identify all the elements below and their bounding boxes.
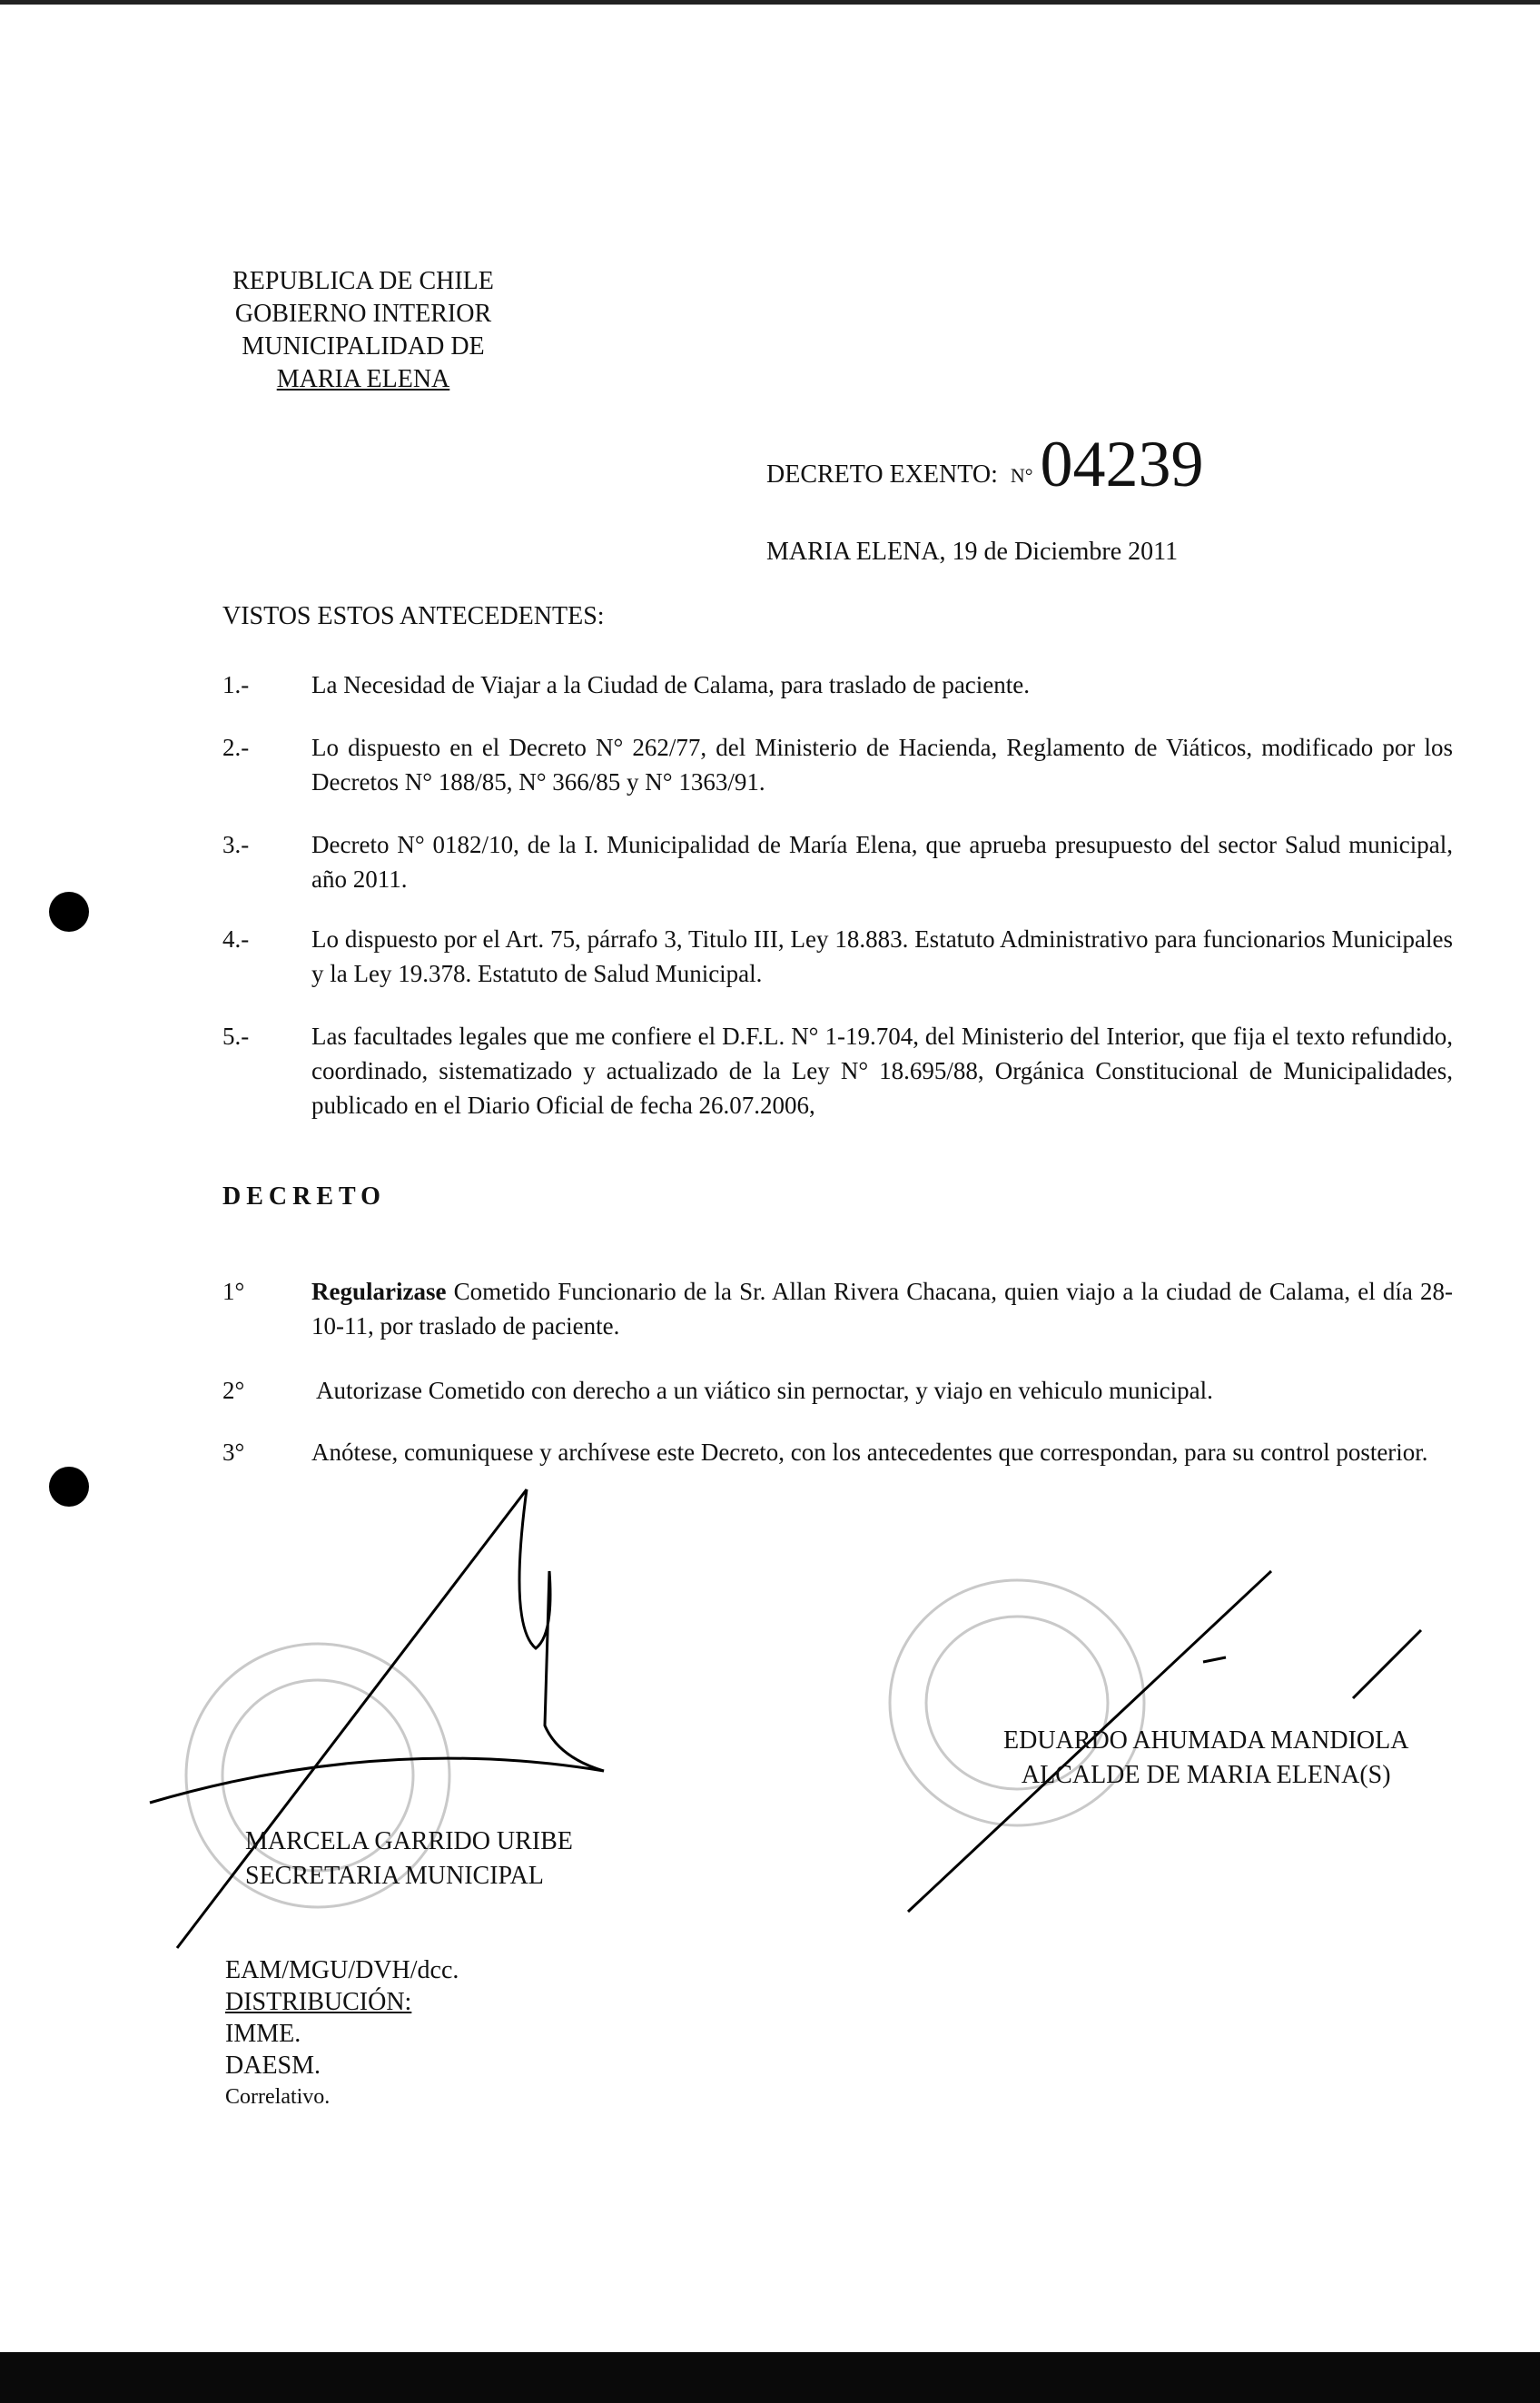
item-number: 5.- bbox=[222, 1023, 250, 1050]
decree-label: DECRETO EXENTO: bbox=[766, 460, 998, 489]
signer-name: EDUARDO AHUMADA MANDIOLA bbox=[1003, 1726, 1409, 1755]
item-number: 2° bbox=[222, 1377, 245, 1404]
signer-name: MARCELA GARRIDO URIBE bbox=[245, 1827, 573, 1855]
item-text: Las facultades legales que me confiere el D.F.L. N° 1-19.704, del Ministerio del Interior, que fija el texto refundido, coordinado, sistematizado y actualizado de la Ley N° 18.695/88, Orgánica Constitucional de Municipalidades, publicado en el Diario Oficial de fecha 26.07.2006, bbox=[311, 1023, 1453, 1119]
letterhead-line: REPUBLICA DE CHILE bbox=[232, 267, 494, 295]
letterhead-line: MUNICIPALIDAD DE bbox=[242, 332, 485, 361]
signature-block-left bbox=[245, 1824, 573, 1894]
signer-title: ALCALDE DE MARIA ELENA(S) bbox=[1021, 1761, 1391, 1789]
initials: EAM/MGU/DVH/dcc. bbox=[225, 1956, 459, 1984]
item-number: 3.- bbox=[222, 831, 250, 858]
item-number: 2.- bbox=[222, 734, 250, 761]
scan-bottom-edge bbox=[0, 2352, 1540, 2403]
signature-block-right bbox=[1003, 1724, 1408, 1793]
item-number: 3° bbox=[222, 1439, 245, 1466]
letterhead-line: GOBIERNO INTERIOR bbox=[234, 300, 492, 328]
decree-number-value: 04239 bbox=[1040, 428, 1204, 500]
recipient: DAESM. bbox=[225, 2052, 321, 2080]
item-text: Autorizase Cometido con derecho a un viático sin pernoctar, y viajo en vehiculo municipal. bbox=[316, 1377, 1213, 1404]
recipient: IMME. bbox=[225, 2020, 301, 2048]
distribution-footer bbox=[225, 1954, 459, 2113]
item-text: Cometido Funcionario de la Sr. Allan Rivera Chacana, quien viajo a la ciudad de Calama, el día 28-10-11, por traslado de paciente. bbox=[311, 1278, 1453, 1340]
item-text: Lo dispuesto por el Art. 75, párrafo 3, Titulo III, Ley 18.883. Estatuto Administrativo para funcionarios Municipales y la Ley 19.378. Estatuto de Salud Municipal. bbox=[311, 925, 1453, 987]
footer-note: Correlativo. bbox=[225, 2085, 331, 2109]
item-number: 1.- bbox=[222, 671, 250, 698]
signer-title: SECRETARIA MUNICIPAL bbox=[245, 1862, 544, 1890]
place-date: MARIA ELENA, 19 de Diciembre 2011 bbox=[766, 538, 1179, 566]
vistos-title: VISTOS ESTOS ANTECEDENTES: bbox=[222, 602, 605, 630]
item-text: Anótese, comuniquese y archívese este Decreto, con los antecedentes que correspondan, para su control posterior. bbox=[311, 1439, 1428, 1466]
item-text: Lo dispuesto en el Decreto N° 262/77, del Ministerio de Hacienda, Reglamento de Viáticos, modificado por los Decretos N° 188/85, N° 366/85 y N° 1363/91. bbox=[311, 734, 1453, 796]
item-text: Decreto N° 0182/10, de la I. Municipalidad de María Elena, que aprueba presupuesto del sector Salud municipal, año 2011. bbox=[311, 831, 1453, 893]
letterhead-line: MARIA ELENA bbox=[276, 365, 450, 393]
item-bold: Regularizase bbox=[311, 1278, 447, 1305]
decreto-title: DECRETO bbox=[222, 1182, 386, 1211]
distribution-label: DISTRIBUCIÓN: bbox=[225, 1988, 412, 2016]
item-text: La Necesidad de Viajar a la Ciudad de Calama, para traslado de paciente. bbox=[311, 671, 1031, 698]
number-prefix: N° bbox=[1010, 464, 1033, 487]
item-number: 1° bbox=[222, 1278, 245, 1305]
item-number: 4.- bbox=[222, 925, 250, 953]
